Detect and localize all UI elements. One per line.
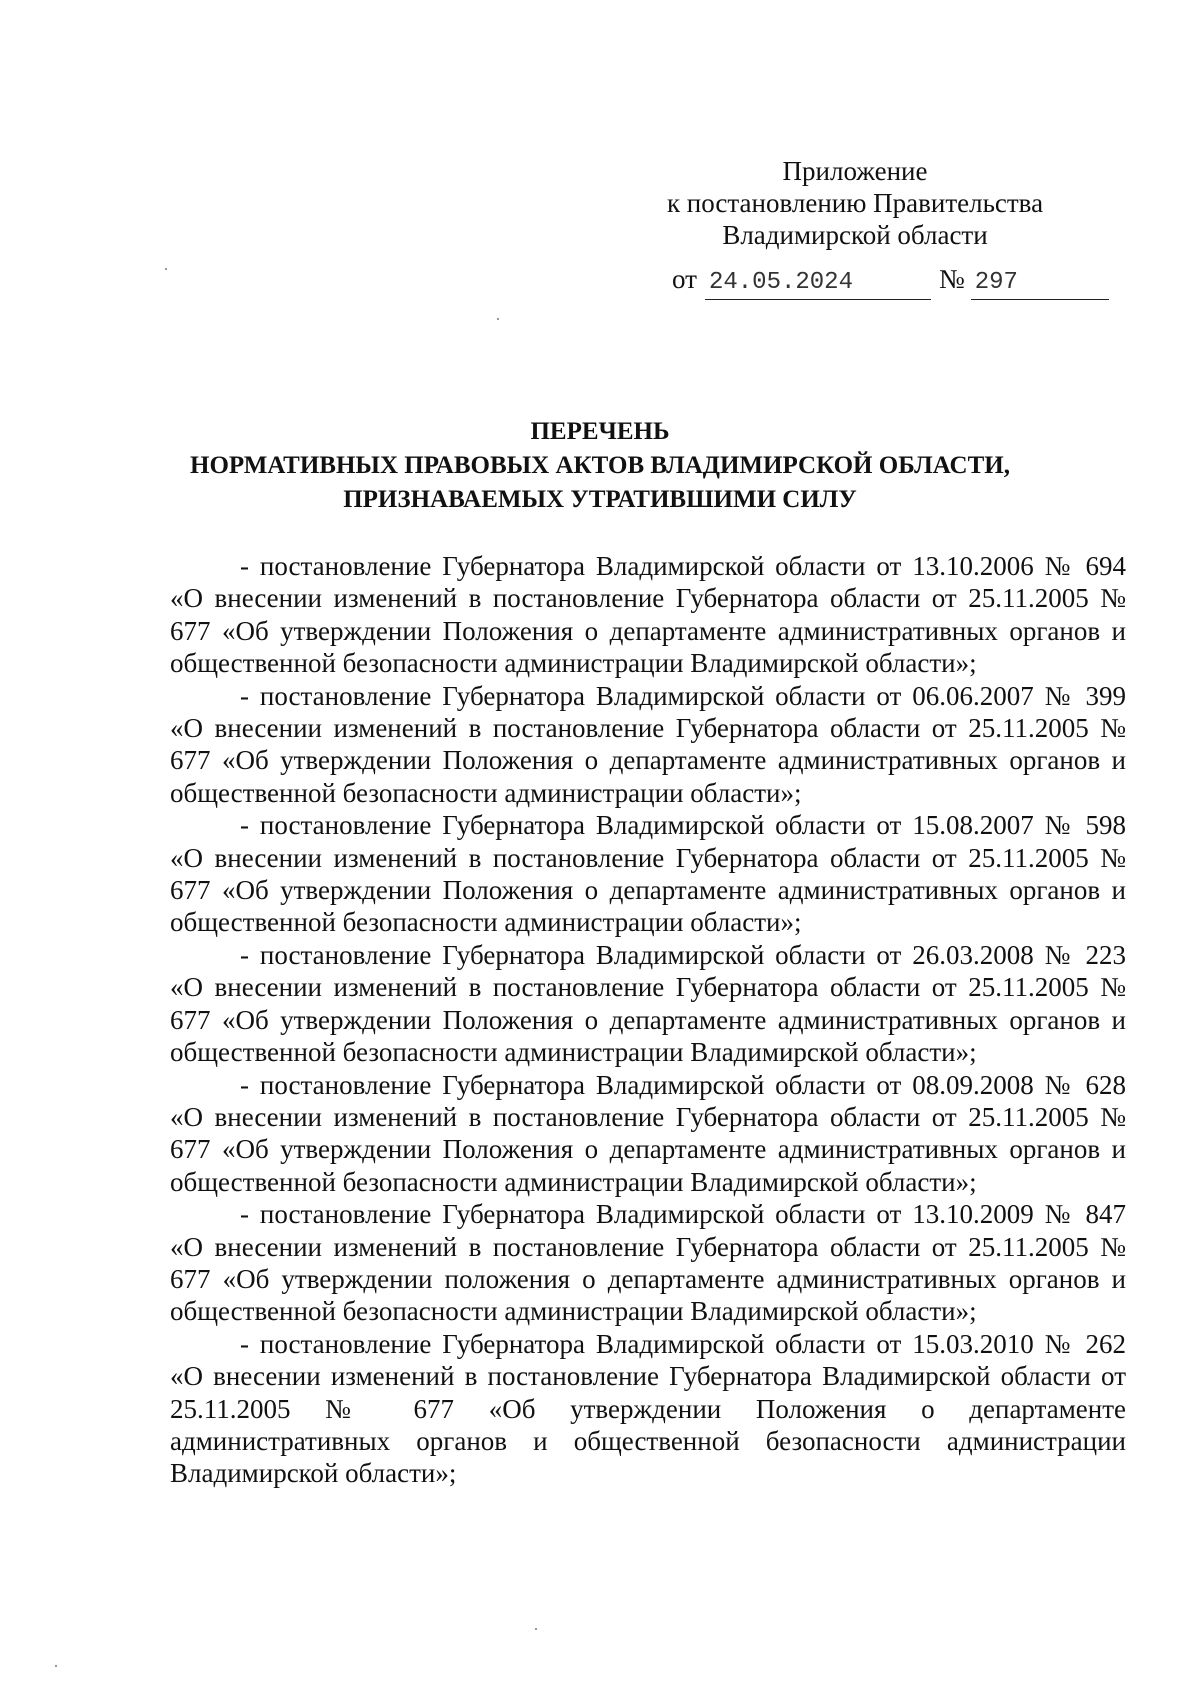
document-reference: [672, 263, 1109, 300]
scan-speck: [55, 1665, 57, 1667]
list-item: - постановление Губернатора Владимирской области от 06.06.2007 № 399 «О внесении изменений в постановление Губернатора области от 25.11.2005 № 677 «Об утверждении Положения о департаменте административных органов и общественной безопасности администрации области»;: [170, 680, 1126, 808]
scan-speck: [535, 1628, 537, 1630]
title-line-3: ПРИЗНАВАЕМЫХ УТРАТИВШИМИ СИЛУ: [343, 486, 857, 513]
list-item: - постановление Губернатора Владимирской области от 15.08.2007 № 598 «О внесении изменений в постановление Губернатора области от 25.11.2005 № 677 «Об утверждении Положения о департаменте административных органов и общественной безопасности администрации области»;: [170, 810, 1126, 938]
list-item: - постановление Губернатора Владимирской области от 26.03.2008 № 223 «О внесении изменений в постановление Губернатора области от 25.11.2005 № 677 «Об утверждении Положения о департаменте административных органов и общественной безопасности администрации Владимирской области»;: [170, 939, 1126, 1068]
scan-speck: [165, 268, 167, 270]
date-label: от: [672, 264, 697, 294]
list-item: - постановление Губернатора Владимирской области от 08.09.2008 № 628 «О внесении изменений в постановление Губернатора области от 25.11.2005 № 677 «Об утверждении Положения о департаменте административных органов и общественной безопасности администрации Владимирской области»;: [170, 1069, 1126, 1197]
appendix-region: Владимирской области: [722, 220, 988, 250]
title-line-2: НОРМАТИВНЫХ ПРАВОВЫХ АКТОВ ВЛАДИМИРСКОЙ ОБЛАСТИ,: [190, 452, 1010, 479]
document-date: 24.05.2024: [705, 267, 931, 300]
list-item: - постановление Губернатора Владимирской области от 13.10.2006 № 694 «О внесении изменений в постановление Губернатора области от 25.11.2005 № 677 «Об утверждении Положения о департаменте административных органов и общественной безопасности администрации Владимирской области»;: [170, 551, 1126, 679]
appendix-header: [620, 155, 1090, 251]
scan-speck: [497, 318, 499, 320]
repealed-acts-list: [170, 550, 1126, 1490]
title-line-1: ПЕРЕЧЕНЬ: [530, 418, 670, 445]
list-item: - постановление Губернатора Владимирской области от 15.03.2010 № 262 «О внесении изменений в постановление Губернатора Владимирской области от 25.11.2005 № 677 «Об утверждении Положения о департаменте административных органов и общественной безопасности администрации Владимирской области»;: [170, 1328, 1126, 1489]
number-label: №: [938, 264, 965, 294]
list-item: - постановление Губернатора Владимирской области от 13.10.2009 № 847 «О внесении изменений в постановление Губернатора области от 25.11.2005 № 677 «Об утверждении положения о департаменте административных органов и общественной безопасности администрации Владимирской области»;: [170, 1199, 1126, 1327]
appendix-resolution-ref: к постановлению Правительства: [666, 188, 1044, 218]
document-title: [100, 415, 1100, 517]
document-number: 297: [971, 267, 1109, 300]
appendix-title: Приложение: [782, 156, 928, 186]
